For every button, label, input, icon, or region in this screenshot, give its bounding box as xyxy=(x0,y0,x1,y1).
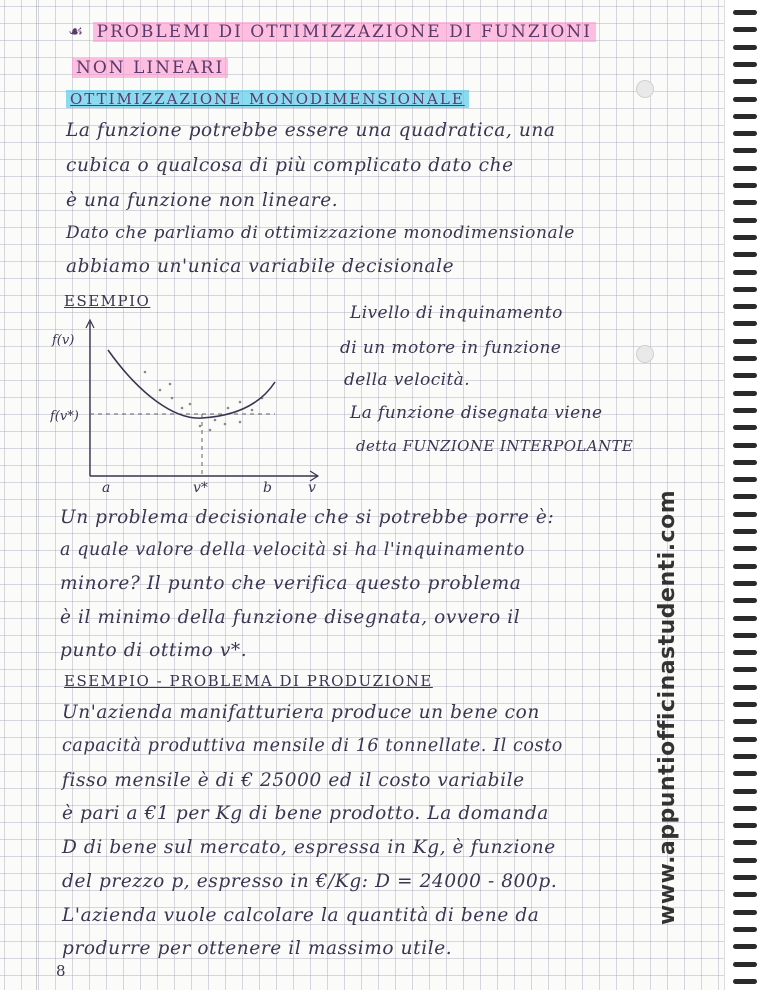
spiral-ring xyxy=(733,373,757,378)
example-description-line: di un motore in funzione xyxy=(340,338,562,358)
example-2-line: capacità produttiva mensile di 16 tonnellate. Il costo xyxy=(62,736,563,756)
intro-line: abbiamo un'unica variabile decisionale xyxy=(66,256,455,277)
spiral-ring xyxy=(733,27,757,32)
spiral-ring xyxy=(733,200,757,205)
tick-vstar-label: v* xyxy=(193,480,208,496)
spiral-ring xyxy=(733,892,757,897)
spiral-ring xyxy=(733,944,757,949)
example-2-line: D di bene sul mercato, espressa in Kg, è funzione xyxy=(62,837,556,858)
example-heading: ESEMPIO xyxy=(64,292,151,310)
spiral-ring xyxy=(733,235,757,240)
spiral-ring xyxy=(733,771,757,776)
spiral-ring xyxy=(733,218,757,223)
spiral-ring xyxy=(733,97,757,102)
watermark-url: www.appuntiofficinastudenti.com xyxy=(655,489,680,925)
spiral-ring xyxy=(733,166,757,171)
spiral-ring xyxy=(733,650,757,655)
spiral-ring xyxy=(733,564,757,569)
spiral-ring xyxy=(733,321,757,326)
problem-line: punto di ottimo v*. xyxy=(60,640,248,661)
spiral-ring xyxy=(733,789,757,794)
spiral-ring xyxy=(733,287,757,292)
spiral-ring xyxy=(733,702,757,707)
example-2-line: Un'azienda manifatturiera produce un bene con xyxy=(62,702,540,723)
punch-hole xyxy=(636,345,654,363)
spiral-ring xyxy=(733,581,757,586)
spiral-ring xyxy=(733,270,757,275)
spiral-ring xyxy=(733,45,757,50)
spiral-ring xyxy=(733,979,757,984)
spiral-ring xyxy=(733,806,757,811)
title-line-1: ☙ PROBLEMI DI OTTIMIZZAZIONE DI FUNZIONI xyxy=(68,22,596,42)
problem-line: è il minimo della funzione disegnata, ovvero il xyxy=(60,607,521,628)
problem-line: Un problema decisionale che si potrebbe porre è: xyxy=(60,507,555,528)
spiral-ring xyxy=(733,460,757,465)
title-line-2: NON LINEARI xyxy=(72,58,228,78)
intro-line: cubica o qualcosa di più complicato dato che xyxy=(66,155,514,176)
spiral-ring xyxy=(733,737,757,742)
spiral-ring xyxy=(733,252,757,257)
spiral-ring xyxy=(733,443,757,448)
tick-a-label: a xyxy=(102,480,111,496)
bullet-icon: ☙ xyxy=(68,22,93,42)
example-2-line: è pari a €1 per Kg di bene prodotto. La domanda xyxy=(62,803,549,824)
spiral-ring xyxy=(733,823,757,828)
example-2-line: fisso mensile è di € 25000 ed il costo variabile xyxy=(62,770,525,791)
spiral-ring xyxy=(733,408,757,413)
page-number: 8 xyxy=(56,962,66,980)
spiral-ring xyxy=(733,131,757,136)
spiral-ring xyxy=(733,148,757,153)
punch-hole xyxy=(636,80,654,98)
spiral-ring xyxy=(733,477,757,482)
interpolating-curve xyxy=(108,350,275,418)
spiral-ring xyxy=(733,512,757,517)
example-2-line: produrre per ottenere il massimo utile. xyxy=(62,938,453,959)
margin-line xyxy=(36,0,37,990)
spiral-ring xyxy=(733,962,757,967)
spiral-ring xyxy=(733,183,757,188)
spiral-ring xyxy=(733,425,757,430)
problem-line: minore? Il punto che verifica questo problema xyxy=(60,573,522,594)
spiral-ring xyxy=(733,633,757,638)
spiral-ring xyxy=(733,494,757,499)
example-description-line: Livello di inquinamento xyxy=(350,303,563,323)
spiral-ring xyxy=(733,114,757,119)
interpolation-graph xyxy=(50,310,340,500)
y-axis-label: f(v) xyxy=(52,333,75,348)
spiral-ring xyxy=(733,910,757,915)
intro-line: è una funzione non lineare. xyxy=(66,190,339,211)
example-2-heading: ESEMPIO - PROBLEMA DI PRODUZIONE xyxy=(64,672,433,690)
spiral-ring xyxy=(733,685,757,690)
spiral-ring xyxy=(733,546,757,551)
spiral-ring xyxy=(733,62,757,67)
example-description-line: della velocità. xyxy=(344,370,471,390)
spiral-ring xyxy=(733,858,757,863)
spiral-ring xyxy=(733,529,757,534)
tick-b-label: b xyxy=(263,480,272,496)
y-star-label: f(v*) xyxy=(50,409,79,424)
example-2-line: del prezzo p, espresso in €/Kg: D = 24000 - 800p. xyxy=(62,871,558,892)
spiral-ring xyxy=(733,840,757,845)
spiral-ring xyxy=(733,391,757,396)
spiral-ring xyxy=(733,754,757,759)
spiral-ring xyxy=(733,875,757,880)
spiral-ring xyxy=(733,79,757,84)
intro-line: La funzione potrebbe essere una quadratica, una xyxy=(66,120,556,141)
spiral-ring xyxy=(733,616,757,621)
spiral-ring xyxy=(733,719,757,724)
spiral-ring xyxy=(733,10,757,15)
spiral-ring xyxy=(733,304,757,309)
intro-line: Dato che parliamo di ottimizzazione monodimensionale xyxy=(66,223,575,243)
spiral-ring xyxy=(733,927,757,932)
section-heading: OTTIMIZZAZIONE MONODIMENSIONALE xyxy=(66,90,469,108)
example-description-line: La funzione disegnata viene xyxy=(350,403,603,423)
example-2-line: L'azienda vuole calcolare la quantità di bene da xyxy=(62,905,540,926)
spiral-ring xyxy=(733,598,757,603)
data-points xyxy=(144,371,264,432)
x-axis-label: v xyxy=(308,480,316,496)
spiral-ring xyxy=(733,339,757,344)
spiral-ring xyxy=(733,667,757,672)
spiral-ring xyxy=(733,356,757,361)
example-description-line: detta FUNZIONE INTERPOLANTE xyxy=(356,437,634,455)
problem-line: a quale valore della velocità si ha l'inquinamento xyxy=(60,540,525,560)
